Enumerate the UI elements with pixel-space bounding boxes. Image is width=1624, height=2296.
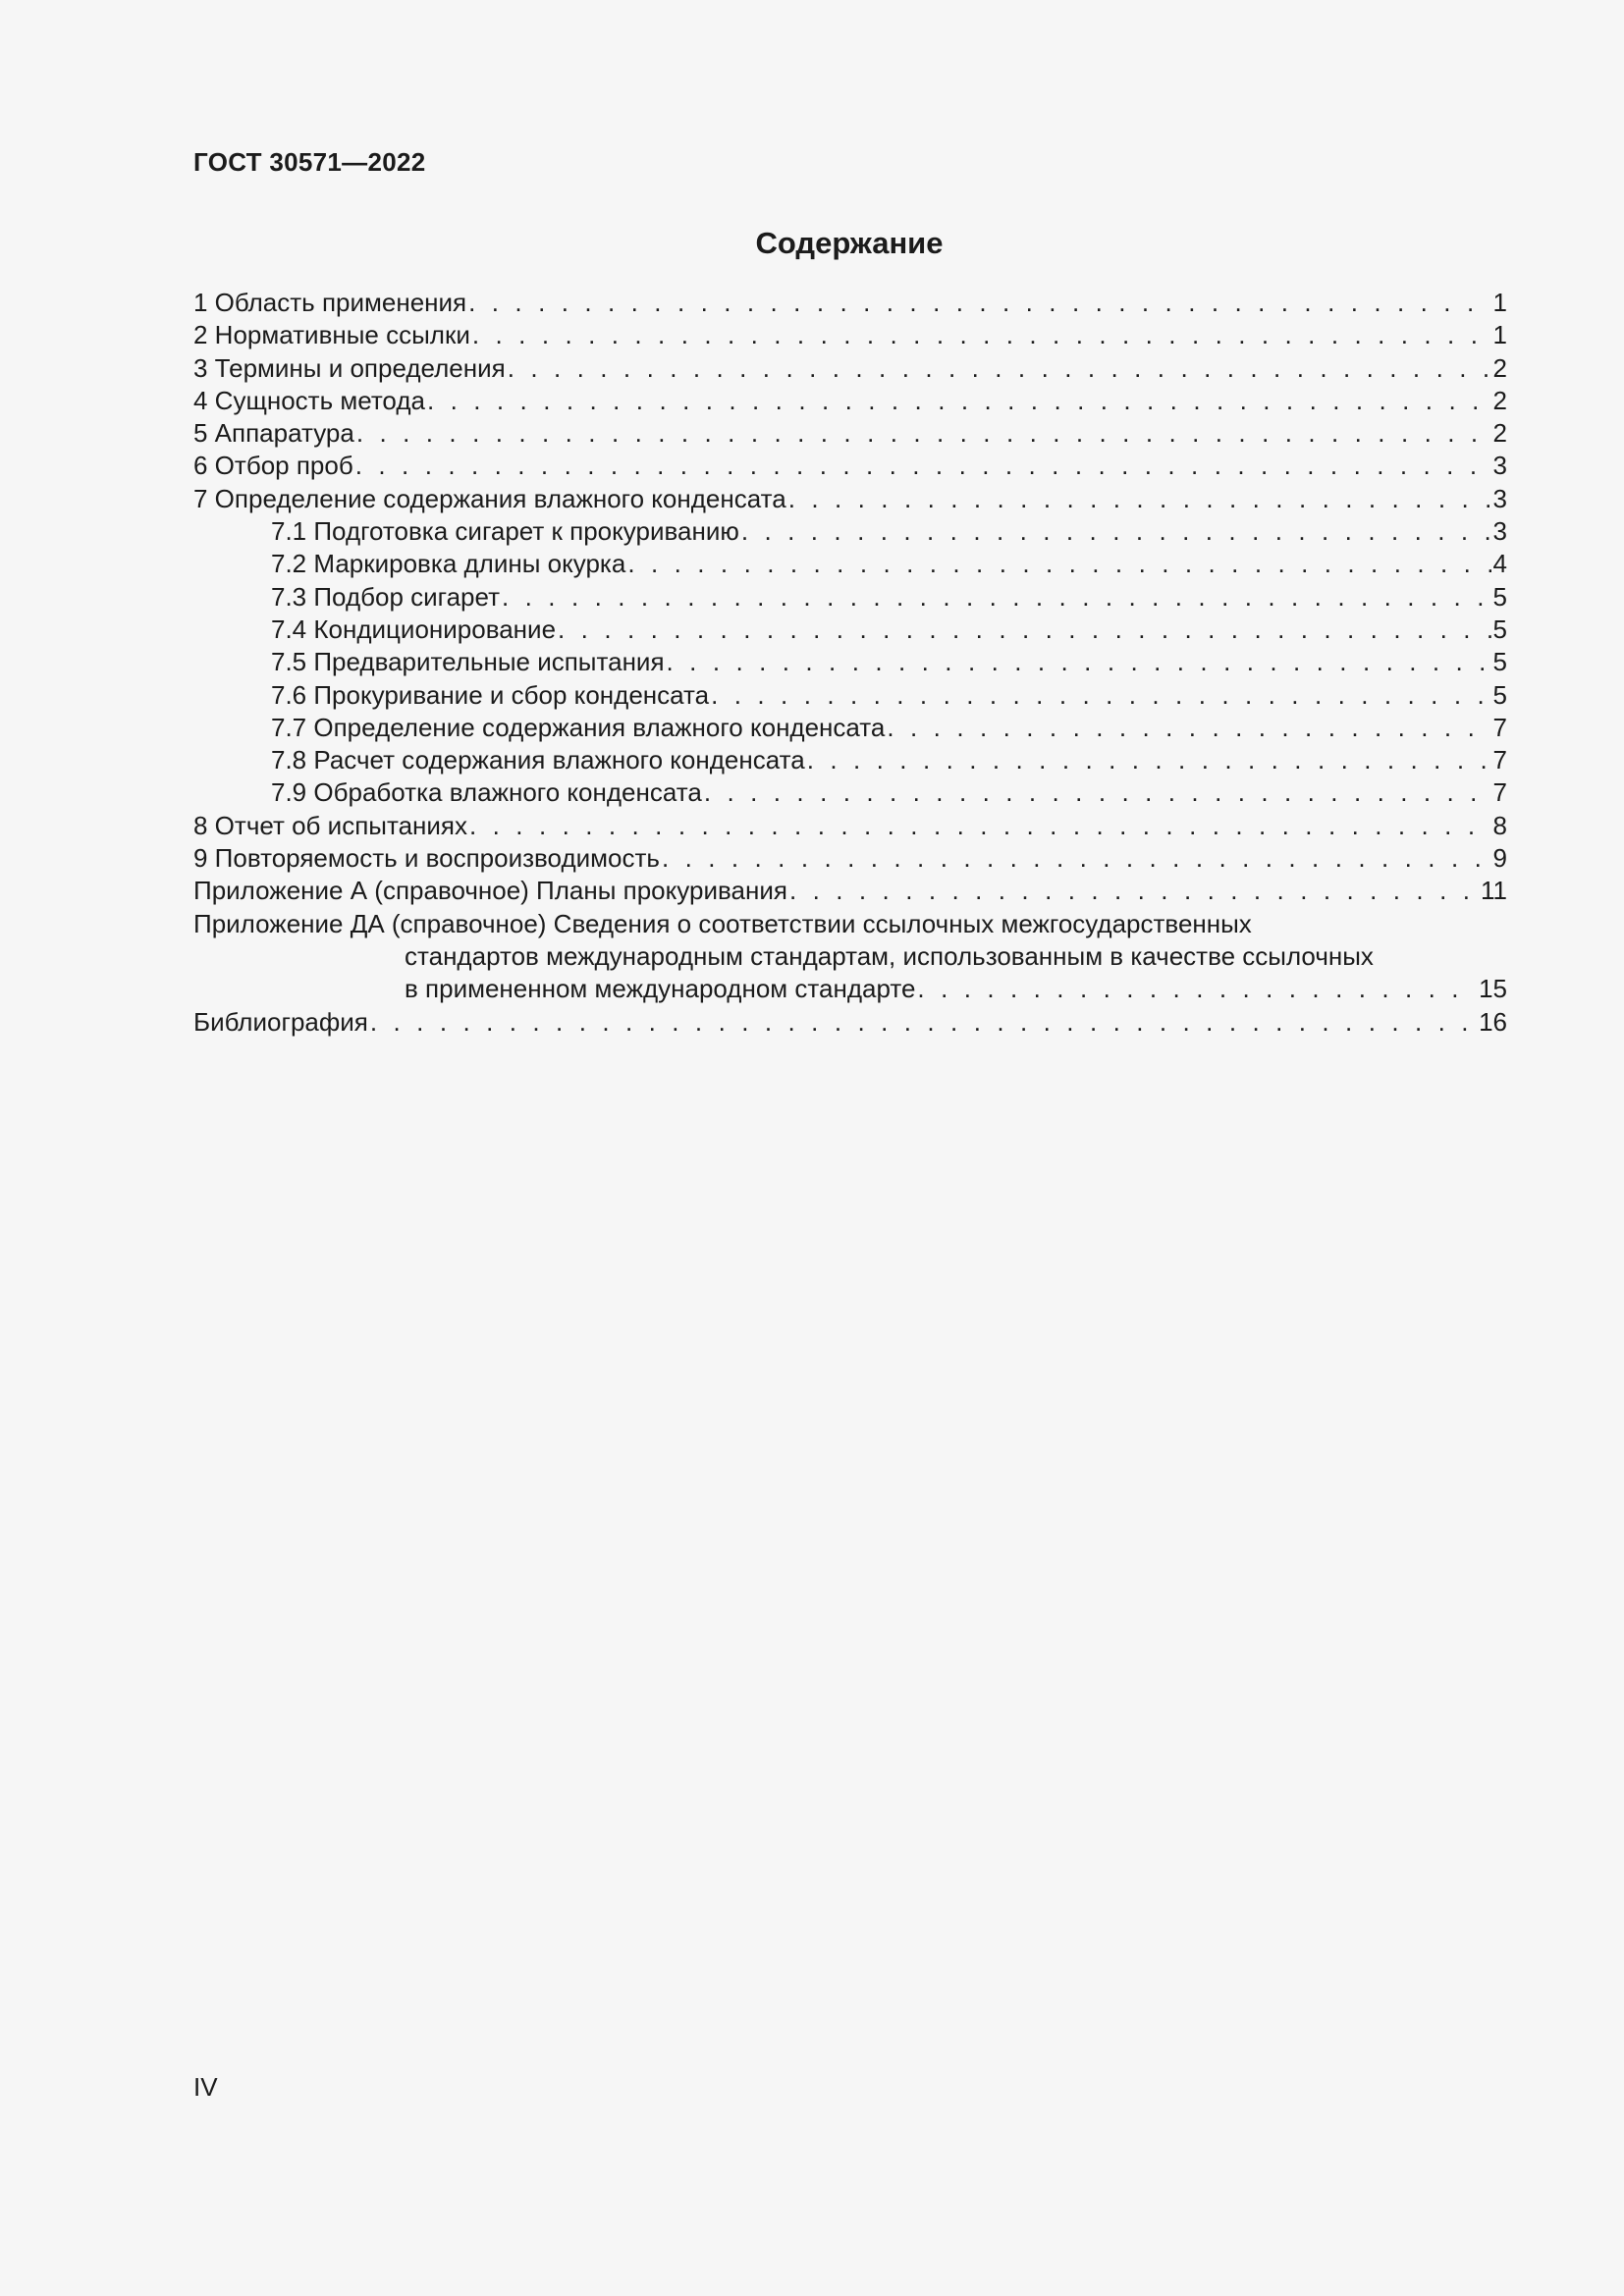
toc-entry-page: 3 <box>1492 516 1507 547</box>
toc-entry-7-6[interactable] <box>193 679 1507 712</box>
toc-entry-label: 7.4 Кондиционирование <box>271 614 557 644</box>
toc-entry-page: 9 <box>1492 843 1507 874</box>
toc-entry-label: 5 Аппаратура <box>193 418 354 449</box>
toc-entry-8[interactable] <box>193 810 1507 842</box>
toc-entry-page: 3 <box>1492 483 1507 513</box>
toc-entry-page: 5 <box>1492 614 1507 644</box>
toc-entry-label: 7.1 Подготовка сигарет к прокуриванию <box>271 516 739 547</box>
toc-entry-page: 7 <box>1492 777 1507 808</box>
toc-leader-dots <box>508 352 1491 385</box>
toc-title: Содержание <box>755 226 944 260</box>
toc-leader-dots <box>558 614 1491 646</box>
toc-entry-label: 7.5 Предварительные испытания <box>271 647 665 677</box>
toc-entry-5[interactable] <box>193 417 1507 450</box>
toc-entry-label: 9 Повторяемость и воспроизводимость <box>193 843 660 874</box>
toc-leader-dots <box>704 776 1491 809</box>
toc-entry-page: 1 <box>1492 320 1507 350</box>
toc-entry-1[interactable] <box>193 287 1507 319</box>
toc-leader-dots <box>917 973 1477 1005</box>
toc-entry-label: 8 Отчет об испытаниях <box>193 810 467 840</box>
toc-leader-dots <box>662 842 1491 875</box>
toc-entry-label: 7.8 Расчет содержания влажного конденсата <box>271 745 805 775</box>
toc-entry-page: 3 <box>1492 451 1507 481</box>
toc-entry-page: 5 <box>1492 581 1507 612</box>
toc-entry-appendix-a[interactable] <box>193 875 1507 907</box>
toc-leader-dots <box>468 287 1490 319</box>
toc-entry-label: 6 Отбор проб <box>193 451 353 481</box>
toc-entry-page: 2 <box>1492 352 1507 383</box>
toc-entry-7-2[interactable] <box>193 548 1507 580</box>
toc-entry-7-5[interactable] <box>193 646 1507 678</box>
page-number: IV <box>193 2072 218 2102</box>
toc-entry-page: 1 <box>1492 288 1507 317</box>
toc-entry-label: Библиография <box>193 1006 368 1037</box>
toc-entry-6[interactable] <box>193 450 1507 482</box>
toc-entry-page: 2 <box>1492 418 1507 449</box>
toc-entry-label-line1: Приложение ДА (справочное) Сведения о соответствии ссылочных межгосударственных <box>193 908 1252 938</box>
toc-entry-7-7[interactable] <box>193 712 1507 744</box>
toc-leader-dots <box>469 810 1491 842</box>
toc-entry-appendix-da[interactable] <box>193 908 1507 1006</box>
table-of-contents <box>193 287 1507 1039</box>
toc-entry-label: 7.7 Определение содержания влажного конденсата <box>271 712 886 742</box>
toc-entry-page: 7 <box>1492 712 1507 742</box>
toc-entry-9[interactable] <box>193 842 1507 875</box>
toc-entry-page: 8 <box>1492 810 1507 840</box>
toc-leader-dots <box>667 646 1491 678</box>
toc-entry-4[interactable] <box>193 385 1507 417</box>
toc-entry-label-line3: в примененном международном стандарте <box>405 974 916 1004</box>
toc-entry-page: 4 <box>1492 549 1507 579</box>
toc-entry-label: 4 Сущность метода <box>193 385 425 415</box>
toc-leader-dots <box>627 548 1490 580</box>
toc-entry-page: 16 <box>1479 1006 1507 1037</box>
toc-entry-label: 7 Определение содержания влажного конденсата <box>193 483 786 513</box>
toc-leader-dots <box>356 417 1491 450</box>
toc-entry-label: 7.3 Подбор сигарет <box>271 581 501 612</box>
toc-entry-label: 3 Термины и определения <box>193 352 506 383</box>
toc-entry-label: 7.6 Прокуривание и сбор конденсата <box>271 679 710 710</box>
toc-entry-2[interactable] <box>193 319 1507 351</box>
toc-entry-7-8[interactable] <box>193 744 1507 776</box>
toc-entry-label-line2: стандартов международным стандартам, использованным в качестве ссылочных <box>405 940 1374 971</box>
toc-leader-dots <box>887 712 1490 744</box>
toc-entry-label: 1 Область применения <box>193 288 467 317</box>
toc-entry-page: 2 <box>1492 385 1507 415</box>
toc-entry-3[interactable] <box>193 352 1507 385</box>
toc-leader-dots <box>711 679 1490 712</box>
toc-entry-7-9[interactable] <box>193 776 1507 809</box>
toc-entry-label: Приложение А (справочное) Планы прокуривания <box>193 876 787 906</box>
toc-entry-label: 7.2 Маркировка длины окурка <box>271 549 626 579</box>
toc-entry-label: 7.9 Обработка влажного конденсата <box>271 777 702 808</box>
toc-entry-label: 2 Нормативные ссылки <box>193 320 470 350</box>
toc-leader-dots <box>502 581 1491 614</box>
toc-entry-page: 15 <box>1479 974 1507 1004</box>
toc-entry-page: 11 <box>1481 876 1507 906</box>
toc-leader-dots <box>788 483 1491 515</box>
toc-entry-page: 5 <box>1492 679 1507 710</box>
toc-entry-7[interactable] <box>193 483 1507 515</box>
toc-entry-page: 5 <box>1492 647 1507 677</box>
page-header: ГОСТ 30571—2022 <box>193 147 426 177</box>
toc-entry-bibliography[interactable] <box>193 1006 1507 1039</box>
toc-leader-dots <box>741 515 1491 548</box>
toc-leader-dots <box>789 875 1479 907</box>
toc-entry-7-1[interactable] <box>193 515 1507 548</box>
toc-entry-7-4[interactable] <box>193 614 1507 646</box>
toc-entry-7-3[interactable] <box>193 581 1507 614</box>
toc-leader-dots <box>472 319 1491 351</box>
toc-entry-page: 7 <box>1492 745 1507 775</box>
toc-leader-dots <box>807 744 1491 776</box>
toc-leader-dots <box>355 450 1491 482</box>
toc-leader-dots <box>427 385 1491 417</box>
toc-leader-dots <box>370 1006 1477 1039</box>
